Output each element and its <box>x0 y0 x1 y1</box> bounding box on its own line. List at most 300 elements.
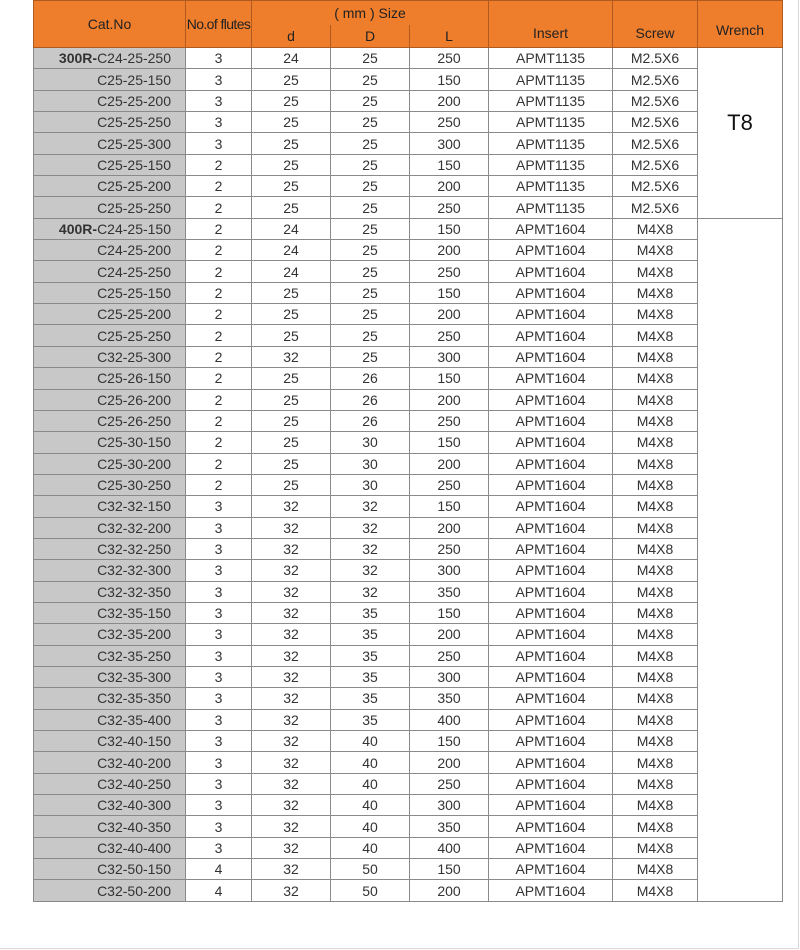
cell-cat-no <box>34 48 186 69</box>
table-row <box>34 474 783 495</box>
cat-code: C32-40-350 <box>97 818 171 835</box>
cell-d-outer: 35 <box>331 709 410 730</box>
header-insert: Insert <box>489 1 613 48</box>
cell-d-outer: 50 <box>331 880 410 901</box>
cell-cat-no <box>34 538 186 559</box>
cell-cat-no <box>34 731 186 752</box>
cell-wrench <box>698 48 783 219</box>
table-row <box>34 389 783 410</box>
cell-l: 350 <box>410 688 489 709</box>
cell-screw: M4X8 <box>613 666 698 687</box>
table-row <box>34 752 783 773</box>
cell-d: 25 <box>252 69 331 90</box>
cell-cat-no <box>34 752 186 773</box>
table-row <box>34 325 783 346</box>
cell-l: 200 <box>410 624 489 645</box>
cell-d-outer: 25 <box>331 69 410 90</box>
cell-l: 350 <box>410 816 489 837</box>
cell-screw: M4X8 <box>613 538 698 559</box>
cell-screw: M4X8 <box>613 261 698 282</box>
cell-insert: APMT1604 <box>489 560 613 581</box>
cell-cat-no <box>34 453 186 474</box>
cell-cat-no <box>34 304 186 325</box>
cell-flutes: 3 <box>186 709 252 730</box>
cell-d-outer: 40 <box>331 773 410 794</box>
table-row <box>34 432 783 453</box>
cell-screw: M4X8 <box>613 731 698 752</box>
table-row <box>34 154 783 175</box>
cat-code: C32-32-200 <box>97 519 171 536</box>
cell-d: 32 <box>252 816 331 837</box>
cell-insert: APMT1604 <box>489 474 613 495</box>
cell-insert: APMT1135 <box>489 112 613 133</box>
cell-screw: M2.5X6 <box>613 154 698 175</box>
cell-flutes: 3 <box>186 645 252 666</box>
cell-insert: APMT1604 <box>489 410 613 431</box>
cell-d: 25 <box>252 112 331 133</box>
cell-screw: M4X8 <box>613 304 698 325</box>
cell-insert: APMT1135 <box>489 176 613 197</box>
cat-series-prefix: 300R- <box>58 50 98 67</box>
cell-insert: APMT1604 <box>489 709 613 730</box>
table-row <box>34 496 783 517</box>
cell-flutes: 2 <box>186 261 252 282</box>
cat-code: C32-40-400 <box>97 839 171 856</box>
cell-d-outer: 32 <box>331 496 410 517</box>
cat-code: C25-30-250 <box>97 477 171 494</box>
cell-screw: M4X8 <box>613 560 698 581</box>
cat-code: C25-25-150 <box>97 71 171 88</box>
cell-d: 32 <box>252 773 331 794</box>
cat-code: C24-25-200 <box>97 242 171 259</box>
cell-d: 24 <box>252 240 331 261</box>
cell-flutes: 2 <box>186 346 252 367</box>
cell-flutes: 3 <box>186 133 252 154</box>
header-flutes: No.of flutes <box>186 1 252 48</box>
cell-d: 32 <box>252 560 331 581</box>
cell-insert: APMT1604 <box>489 432 613 453</box>
cell-l: 250 <box>410 538 489 559</box>
cell-d: 25 <box>252 325 331 346</box>
cell-screw: M4X8 <box>613 517 698 538</box>
cell-insert: APMT1604 <box>489 368 613 389</box>
cell-d-outer: 25 <box>331 261 410 282</box>
cell-flutes: 3 <box>186 90 252 111</box>
cell-l: 250 <box>410 645 489 666</box>
table-row <box>34 624 783 645</box>
table-row <box>34 816 783 837</box>
cell-flutes: 2 <box>186 474 252 495</box>
cat-code: C25-25-200 <box>97 92 171 109</box>
cat-code: C32-32-300 <box>97 562 171 579</box>
cell-d: 24 <box>252 218 331 239</box>
cell-d-outer: 26 <box>331 368 410 389</box>
cell-l: 300 <box>410 795 489 816</box>
cat-code: C32-35-250 <box>97 647 171 664</box>
cell-d: 25 <box>252 368 331 389</box>
cell-screw: M4X8 <box>613 368 698 389</box>
header-D: D <box>331 25 410 48</box>
cell-cat-no <box>34 218 186 239</box>
cell-flutes: 3 <box>186 581 252 602</box>
cell-flutes: 3 <box>186 731 252 752</box>
cell-screw: M4X8 <box>613 859 698 880</box>
cell-l: 150 <box>410 859 489 880</box>
cell-l: 150 <box>410 602 489 623</box>
cell-d: 25 <box>252 197 331 218</box>
cell-insert: APMT1604 <box>489 731 613 752</box>
cell-flutes: 3 <box>186 752 252 773</box>
cell-d: 24 <box>252 48 331 69</box>
table-row <box>34 602 783 623</box>
cell-screw: M4X8 <box>613 346 698 367</box>
cell-screw: M4X8 <box>613 240 698 261</box>
cell-insert: APMT1604 <box>489 453 613 474</box>
cell-screw: M4X8 <box>613 410 698 431</box>
cell-cat-no <box>34 368 186 389</box>
cell-insert: APMT1135 <box>489 154 613 175</box>
cell-insert: APMT1604 <box>489 795 613 816</box>
header-L: L <box>410 25 489 48</box>
cell-d: 25 <box>252 453 331 474</box>
cat-code: C32-35-200 <box>97 626 171 643</box>
table-row <box>34 368 783 389</box>
cat-code: C25-25-300 <box>97 135 171 152</box>
cell-screw: M4X8 <box>613 816 698 837</box>
cell-flutes: 3 <box>186 602 252 623</box>
cell-wrench-empty <box>698 218 783 901</box>
cell-l: 200 <box>410 517 489 538</box>
cell-l: 200 <box>410 880 489 901</box>
cell-d: 32 <box>252 752 331 773</box>
cell-screw: M4X8 <box>613 709 698 730</box>
cell-cat-no <box>34 517 186 538</box>
cell-screw: M4X8 <box>613 602 698 623</box>
cell-l: 250 <box>410 773 489 794</box>
cell-d-outer: 50 <box>331 859 410 880</box>
table-row <box>34 197 783 218</box>
cell-screw: M4X8 <box>613 453 698 474</box>
cell-insert: APMT1604 <box>489 752 613 773</box>
cell-screw: M4X8 <box>613 795 698 816</box>
cell-d-outer: 32 <box>331 560 410 581</box>
cell-flutes: 2 <box>186 410 252 431</box>
cell-cat-no <box>34 133 186 154</box>
cell-l: 250 <box>410 474 489 495</box>
table-header <box>34 1 783 48</box>
header-screw: Screw <box>613 1 698 48</box>
cell-cat-no <box>34 154 186 175</box>
cell-l: 300 <box>410 666 489 687</box>
cell-insert: APMT1604 <box>489 240 613 261</box>
cell-insert: APMT1604 <box>489 389 613 410</box>
cell-l: 200 <box>410 453 489 474</box>
cell-cat-no <box>34 432 186 453</box>
cell-insert: APMT1604 <box>489 773 613 794</box>
cell-d: 32 <box>252 709 331 730</box>
cell-flutes: 3 <box>186 112 252 133</box>
cell-screw: M2.5X6 <box>613 69 698 90</box>
cat-code: C32-40-200 <box>97 754 171 771</box>
cell-d-outer: 32 <box>331 581 410 602</box>
cat-code: C24-25-250 <box>97 50 171 67</box>
cell-insert: APMT1604 <box>489 666 613 687</box>
cat-code: C25-25-250 <box>97 114 171 131</box>
cat-code: C25-25-150 <box>97 156 171 173</box>
cell-cat-no <box>34 346 186 367</box>
cell-cat-no <box>34 602 186 623</box>
cell-screw: M4X8 <box>613 474 698 495</box>
cell-screw: M2.5X6 <box>613 48 698 69</box>
cell-d: 25 <box>252 304 331 325</box>
cell-d: 32 <box>252 645 331 666</box>
cat-code: C25-25-250 <box>97 327 171 344</box>
cell-d: 32 <box>252 538 331 559</box>
cell-d-outer: 25 <box>331 346 410 367</box>
cell-insert: APMT1604 <box>489 261 613 282</box>
cat-code: C24-25-150 <box>97 220 171 237</box>
cell-d-outer: 32 <box>331 538 410 559</box>
cell-d-outer: 30 <box>331 474 410 495</box>
header-d: d <box>252 25 331 48</box>
cell-d-outer: 35 <box>331 624 410 645</box>
cell-d-outer: 40 <box>331 752 410 773</box>
cell-d: 32 <box>252 837 331 858</box>
table-row <box>34 218 783 239</box>
cell-screw: M4X8 <box>613 837 698 858</box>
cat-code: C25-25-200 <box>97 178 171 195</box>
table-row <box>34 69 783 90</box>
cell-flutes: 2 <box>186 282 252 303</box>
cell-l: 150 <box>410 218 489 239</box>
cell-flutes: 3 <box>186 837 252 858</box>
cell-screw: M2.5X6 <box>613 133 698 154</box>
table-row <box>34 731 783 752</box>
table-row <box>34 240 783 261</box>
cell-cat-no <box>34 709 186 730</box>
cell-insert: APMT1604 <box>489 346 613 367</box>
cell-flutes: 3 <box>186 816 252 837</box>
table-body <box>34 48 783 902</box>
cell-l: 250 <box>410 261 489 282</box>
cat-code: C25-25-150 <box>97 284 171 301</box>
cell-screw: M4X8 <box>613 773 698 794</box>
cell-l: 200 <box>410 90 489 111</box>
cell-l: 300 <box>410 133 489 154</box>
cell-cat-no <box>34 325 186 346</box>
cell-insert: APMT1604 <box>489 602 613 623</box>
table-row <box>34 176 783 197</box>
cell-d-outer: 25 <box>331 240 410 261</box>
cell-cat-no <box>34 389 186 410</box>
table-row <box>34 666 783 687</box>
cell-cat-no <box>34 688 186 709</box>
table-row <box>34 112 783 133</box>
table-row <box>34 581 783 602</box>
cell-insert: APMT1604 <box>489 325 613 346</box>
cell-d: 32 <box>252 346 331 367</box>
table-row <box>34 282 783 303</box>
cell-screw: M2.5X6 <box>613 176 698 197</box>
cell-screw: M4X8 <box>613 688 698 709</box>
cell-insert: APMT1135 <box>489 133 613 154</box>
cell-insert: APMT1604 <box>489 859 613 880</box>
cell-flutes: 3 <box>186 538 252 559</box>
cell-cat-no <box>34 261 186 282</box>
cell-flutes: 2 <box>186 176 252 197</box>
cell-l: 150 <box>410 368 489 389</box>
cat-code: C32-35-300 <box>97 669 171 686</box>
cell-cat-no <box>34 197 186 218</box>
cell-d: 25 <box>252 90 331 111</box>
cell-flutes: 3 <box>186 496 252 517</box>
cat-code: C32-32-250 <box>97 541 171 558</box>
table-row <box>34 560 783 581</box>
cat-code: C32-40-150 <box>97 733 171 750</box>
cell-flutes: 3 <box>186 688 252 709</box>
cell-d-outer: 25 <box>331 218 410 239</box>
cell-d-outer: 40 <box>331 816 410 837</box>
cell-d-outer: 35 <box>331 666 410 687</box>
table-row <box>34 645 783 666</box>
cell-l: 150 <box>410 69 489 90</box>
table-row <box>34 773 783 794</box>
cat-code: C25-26-200 <box>97 391 171 408</box>
cell-l: 200 <box>410 752 489 773</box>
cell-d-outer: 32 <box>331 517 410 538</box>
cell-cat-no <box>34 240 186 261</box>
cell-cat-no <box>34 773 186 794</box>
cat-code: C25-26-250 <box>97 413 171 430</box>
cell-l: 150 <box>410 496 489 517</box>
cell-cat-no <box>34 474 186 495</box>
cell-flutes: 2 <box>186 325 252 346</box>
cell-l: 300 <box>410 560 489 581</box>
cat-code: C24-25-250 <box>97 263 171 280</box>
cell-flutes: 2 <box>186 389 252 410</box>
cell-insert: APMT1604 <box>489 837 613 858</box>
cell-insert: APMT1604 <box>489 581 613 602</box>
cat-code: C25-25-250 <box>97 199 171 216</box>
cell-l: 150 <box>410 154 489 175</box>
cell-flutes: 3 <box>186 69 252 90</box>
table-row <box>34 453 783 474</box>
cell-l: 200 <box>410 304 489 325</box>
table-row <box>34 538 783 559</box>
cell-l: 150 <box>410 731 489 752</box>
cell-flutes: 2 <box>186 304 252 325</box>
cell-insert: APMT1604 <box>489 517 613 538</box>
cell-insert: APMT1604 <box>489 496 613 517</box>
cell-cat-no <box>34 282 186 303</box>
cell-l: 150 <box>410 432 489 453</box>
cell-flutes: 2 <box>186 453 252 474</box>
cell-cat-no <box>34 795 186 816</box>
cat-series-prefix: 400R- <box>58 220 98 237</box>
cell-screw: M4X8 <box>613 282 698 303</box>
table-row <box>34 90 783 111</box>
cat-code: C25-25-200 <box>97 306 171 323</box>
cell-screw: M4X8 <box>613 880 698 901</box>
table-row <box>34 410 783 431</box>
cell-l: 250 <box>410 48 489 69</box>
cell-screw: M4X8 <box>613 752 698 773</box>
cell-l: 300 <box>410 346 489 367</box>
cell-l: 250 <box>410 325 489 346</box>
cell-d: 25 <box>252 432 331 453</box>
cell-flutes: 2 <box>186 197 252 218</box>
cell-insert: APMT1604 <box>489 816 613 837</box>
cell-flutes: 3 <box>186 48 252 69</box>
cell-d-outer: 40 <box>331 837 410 858</box>
cell-cat-no <box>34 90 186 111</box>
cell-d-outer: 25 <box>331 325 410 346</box>
cell-d: 25 <box>252 176 331 197</box>
cell-l: 250 <box>410 112 489 133</box>
table-row <box>34 837 783 858</box>
cell-cat-no <box>34 176 186 197</box>
cat-code: C32-32-150 <box>97 498 171 515</box>
cell-l: 200 <box>410 240 489 261</box>
cell-d: 32 <box>252 602 331 623</box>
cell-insert: APMT1604 <box>489 880 613 901</box>
cell-cat-no <box>34 880 186 901</box>
cell-l: 200 <box>410 176 489 197</box>
cell-d-outer: 30 <box>331 453 410 474</box>
cell-d: 32 <box>252 666 331 687</box>
table-row <box>34 709 783 730</box>
cell-insert: APMT1604 <box>489 688 613 709</box>
table-row <box>34 48 783 69</box>
cell-insert: APMT1604 <box>489 304 613 325</box>
cell-l: 400 <box>410 709 489 730</box>
cell-d: 32 <box>252 880 331 901</box>
header-size-group: ( mm ) Size <box>252 1 489 25</box>
cell-cat-no <box>34 666 186 687</box>
cell-flutes: 3 <box>186 666 252 687</box>
cell-insert: APMT1604 <box>489 624 613 645</box>
cell-screw: M4X8 <box>613 389 698 410</box>
cell-insert: APMT1135 <box>489 48 613 69</box>
cell-screw: M4X8 <box>613 218 698 239</box>
cell-flutes: 2 <box>186 368 252 389</box>
cell-flutes: 3 <box>186 560 252 581</box>
cell-d-outer: 25 <box>331 154 410 175</box>
cell-flutes: 4 <box>186 880 252 901</box>
table-row <box>34 859 783 880</box>
cell-d-outer: 30 <box>331 432 410 453</box>
cell-d-outer: 40 <box>331 731 410 752</box>
cell-cat-no <box>34 410 186 431</box>
cell-l: 250 <box>410 410 489 431</box>
cell-cat-no <box>34 624 186 645</box>
cell-d-outer: 25 <box>331 304 410 325</box>
cell-d-outer: 35 <box>331 602 410 623</box>
cell-flutes: 3 <box>186 624 252 645</box>
cell-insert: APMT1135 <box>489 69 613 90</box>
spec-table <box>33 0 783 902</box>
cell-d-outer: 25 <box>331 282 410 303</box>
cell-cat-no <box>34 816 186 837</box>
cell-d: 32 <box>252 859 331 880</box>
header-cat-no: Cat.No <box>34 1 186 48</box>
cell-screw: M4X8 <box>613 325 698 346</box>
cat-code: C25-30-200 <box>97 455 171 472</box>
cell-d-outer: 25 <box>331 48 410 69</box>
cell-d-outer: 40 <box>331 795 410 816</box>
cell-insert: APMT1135 <box>489 197 613 218</box>
cell-insert: APMT1604 <box>489 538 613 559</box>
